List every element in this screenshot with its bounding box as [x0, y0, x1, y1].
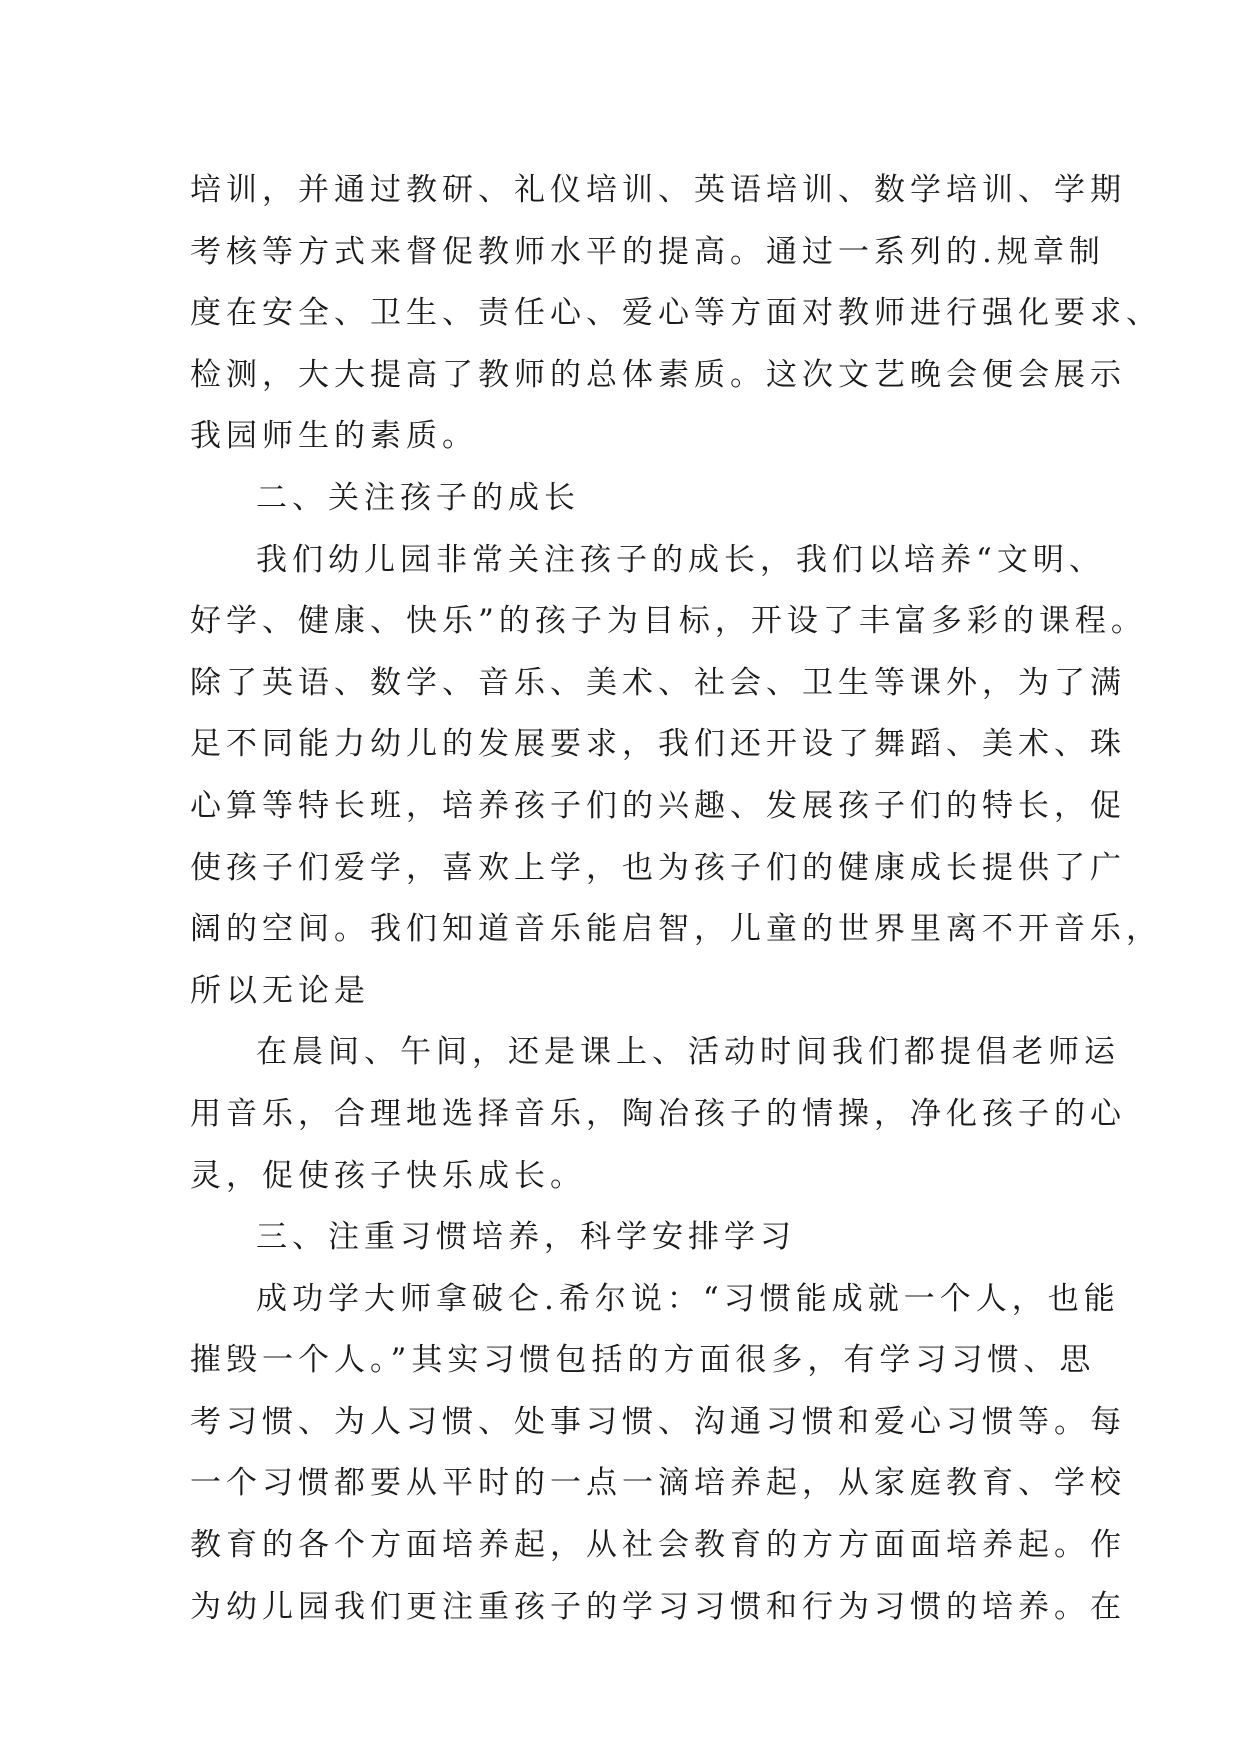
section-heading: 二、关注孩子的成长: [256, 479, 580, 516]
text-line: 考核等方式来督促教师水平的提高。通过一系列的.规章制: [190, 233, 1105, 270]
text-line: 检测，大大提高了教师的总体素质。这次文艺晚会便会展示: [190, 356, 1126, 393]
text-line: 所以无论是: [190, 972, 370, 1009]
text-line: 使孩子们爱学，喜欢上学，也为孩子们的健康成长提供了广: [190, 849, 1126, 886]
text-line: 在晨间、午间，还是课上、活动时间我们都提倡老师运: [256, 1034, 1120, 1071]
text-line: 阔的空间。我们知道音乐能启智，儿童的世界里离不开音乐，: [190, 911, 1162, 948]
text-line: 足不同能力幼儿的发展要求，我们还开设了舞蹈、美术、珠: [190, 726, 1126, 763]
text-line: 除了英语、数学、音乐、美术、社会、卫生等课外，为了满: [190, 664, 1126, 701]
text-line: 灵，促使孩子快乐成长。: [190, 1157, 586, 1194]
text-line: 摧毁一个人。”其实习惯包括的方面很多，有学习习惯、思: [190, 1342, 1096, 1379]
text-line: 我园师生的素质。: [190, 418, 478, 455]
text-line: 度在安全、卫生、责任心、爱心等方面对教师进行强化要求、: [190, 295, 1162, 332]
text-line: 教育的各个方面培养起，从社会教育的方方面面培养起。作: [190, 1527, 1126, 1564]
body-text: [190, 160, 1162, 1638]
text-line: 考习惯、为人习惯、处事习惯、沟通习惯和爱心习惯等。每: [190, 1403, 1126, 1440]
text-line: 成功学大师拿破仑.希尔说：“习惯能成就一个人，也能: [256, 1280, 1120, 1317]
text-line: 培训，并通过教研、礼仪培训、英语培训、数学培训、学期: [190, 172, 1126, 208]
section-heading: 三、注重习惯培养，科学安排学习: [256, 1219, 796, 1256]
text-line: 为幼儿园我们更注重孩子的学习习惯和行为习惯的培养。在: [190, 1588, 1126, 1625]
text-line: 好学、健康、快乐”的孩子为目标，开设了丰富多彩的课程。: [190, 603, 1147, 640]
text-line: 我们幼儿园非常关注孩子的成长，我们以培养“文明、: [256, 541, 1105, 578]
text-line: 心算等特长班，培养孩子们的兴趣、发展孩子们的特长，促: [190, 787, 1126, 824]
text-line: 用音乐，合理地选择音乐，陶冶孩子的情操，净化孩子的心: [190, 1095, 1126, 1132]
text-line: 一个习惯都要从平时的一点一滴培养起，从家庭教育、学校: [190, 1465, 1126, 1502]
